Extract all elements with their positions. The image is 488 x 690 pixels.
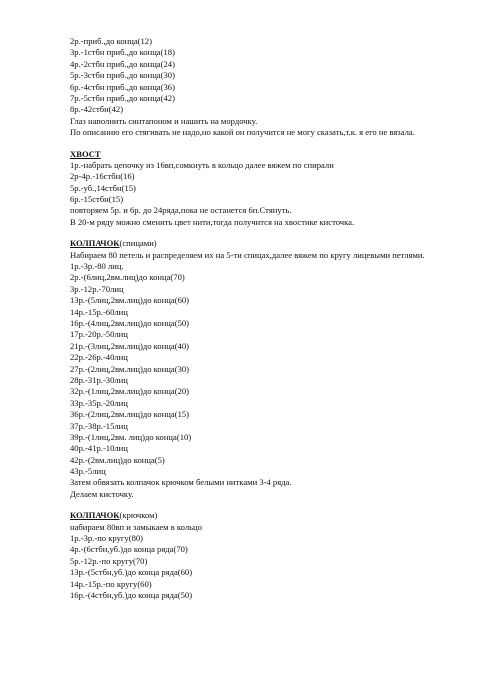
- tail-section: [70, 149, 465, 229]
- text-paragraph: Набираем 80 петель и распределяем их на 5-ти спицах,далее вяжем по кругу лицевыми петлями.: [70, 249, 425, 260]
- text-line: 5р.-3стбн приб.,до конца(30): [70, 70, 175, 81]
- section-heading: [70, 238, 465, 249]
- text-line: Делаем кисточку.: [70, 488, 134, 499]
- text-line: 6р.-15стбн(15): [70, 194, 124, 205]
- text-line: 16р.-(4стбн,уб.)до конца ряда(50): [70, 590, 193, 600]
- text-line: 2р.-приб.,до конца(12): [70, 36, 152, 46]
- cap-knit-section: [70, 238, 465, 500]
- text-line: 5р.-12р.-по кругу(70): [70, 555, 148, 566]
- text-line: 32р.-(1лиц,2вм.лиц)до конца(20): [70, 386, 190, 397]
- text-line: Глаз наполнить синтапоном и нашить на мордочку.: [70, 115, 258, 126]
- text-line: 39р.-(1лиц,2вм. лиц)до конца(10): [70, 431, 192, 442]
- text-line: 16р.-(4лиц,2вм.лиц)до конца(50): [70, 318, 190, 329]
- text-line: 3р.-1стбн приб.,до конца(18): [70, 47, 175, 58]
- text-line: 1р.-3р.-80 лиц.: [70, 261, 124, 272]
- text-line: 8р.-42стбн(42): [70, 104, 124, 115]
- text-line: 43р.-5лиц: [70, 466, 106, 477]
- text-line: 14р.-15р.-по кругу(60): [70, 578, 152, 589]
- cap-crochet-heading: КОЛПАЧОК: [70, 510, 120, 521]
- text-line: набираем 80вп и замыкаем в кольцо: [70, 521, 202, 532]
- text-line: 27р.-(2лиц,2вм.лиц)до конца(30): [70, 363, 190, 374]
- document-page: [70, 36, 465, 601]
- text-line: 36р.-(2лиц,2вм.лиц)до конца(15): [70, 409, 190, 420]
- text-line: 21р.-(3лиц,2вм.лиц)до конца(40): [70, 340, 190, 351]
- text-line: повторяем 5р. и 6р. до 24ряда,пока не останется 6п.Стянуть.: [70, 205, 292, 216]
- text-line: 5р.-уб.,14стбн(15): [70, 182, 136, 193]
- eye-section: [70, 36, 465, 139]
- text-line: 13р.-(5лиц,2вм.лиц)до конца(60): [70, 295, 190, 306]
- text-line: 1р.-3р.-по кругу(80): [70, 533, 144, 544]
- section-heading: [70, 510, 465, 521]
- text-line: 2р.-(6лиц,2вм.лиц)до конца(70): [70, 272, 185, 283]
- text-line: 2р-4р.-16стбн(16): [70, 171, 135, 182]
- text-line: 1р.-набрать цепочку из 16вп,сомкнуть в кольцо далее вяжем по спирали: [70, 159, 334, 170]
- cap-crochet-section: [70, 510, 465, 601]
- tail-heading: ХВОСТ: [70, 148, 101, 159]
- text-line: 4р.-2стбн приб.,до конца(24): [70, 58, 175, 69]
- text-line: 3р.-12р.-70лиц: [70, 283, 124, 294]
- text-line: 33р.-35р.-20лиц: [70, 397, 128, 408]
- text-line: 13р.-(5стбн,уб.)до конца ряда(60): [70, 567, 193, 578]
- text-line: 42р.-(2вм.лиц)до конца(5): [70, 454, 165, 465]
- text-paragraph: По описанию его стягивать не надо,но какой он получится не могу сказать,т.к. я его не вязала.: [70, 127, 415, 138]
- cap-crochet-heading-suffix: (крючком): [119, 510, 158, 521]
- text-line: В 20-м ряду можно сменить цвет нити,тогда получится на хвостике кисточка.: [70, 216, 355, 227]
- section-heading: [70, 149, 465, 160]
- text-line: 22р.-26р.-40лиц: [70, 352, 128, 363]
- text-line: 37р.-38р.-15лиц: [70, 420, 128, 431]
- text-line: 7р.-5стбн приб.,до конца(42): [70, 92, 175, 103]
- cap-knit-heading-suffix: (спицами): [119, 238, 157, 249]
- cap-knit-heading: КОЛПАЧОК: [70, 238, 120, 249]
- text-line: 4р.-(6стбн,уб.)до конца ряда(70): [70, 544, 188, 555]
- text-line: 14р.-15р.-60лиц: [70, 306, 128, 317]
- text-line: 40р.-41р.-10лиц: [70, 443, 128, 454]
- text-line: Затем обвязать колпачок крючком белыми нитками 3-4 ряда.: [70, 477, 292, 488]
- text-line: 17р.-20р.-50лиц: [70, 329, 128, 340]
- text-line: 28р.-31р.-30лиц: [70, 374, 128, 385]
- text-line: 6р.-4стбн приб.,до конца(36): [70, 81, 175, 92]
